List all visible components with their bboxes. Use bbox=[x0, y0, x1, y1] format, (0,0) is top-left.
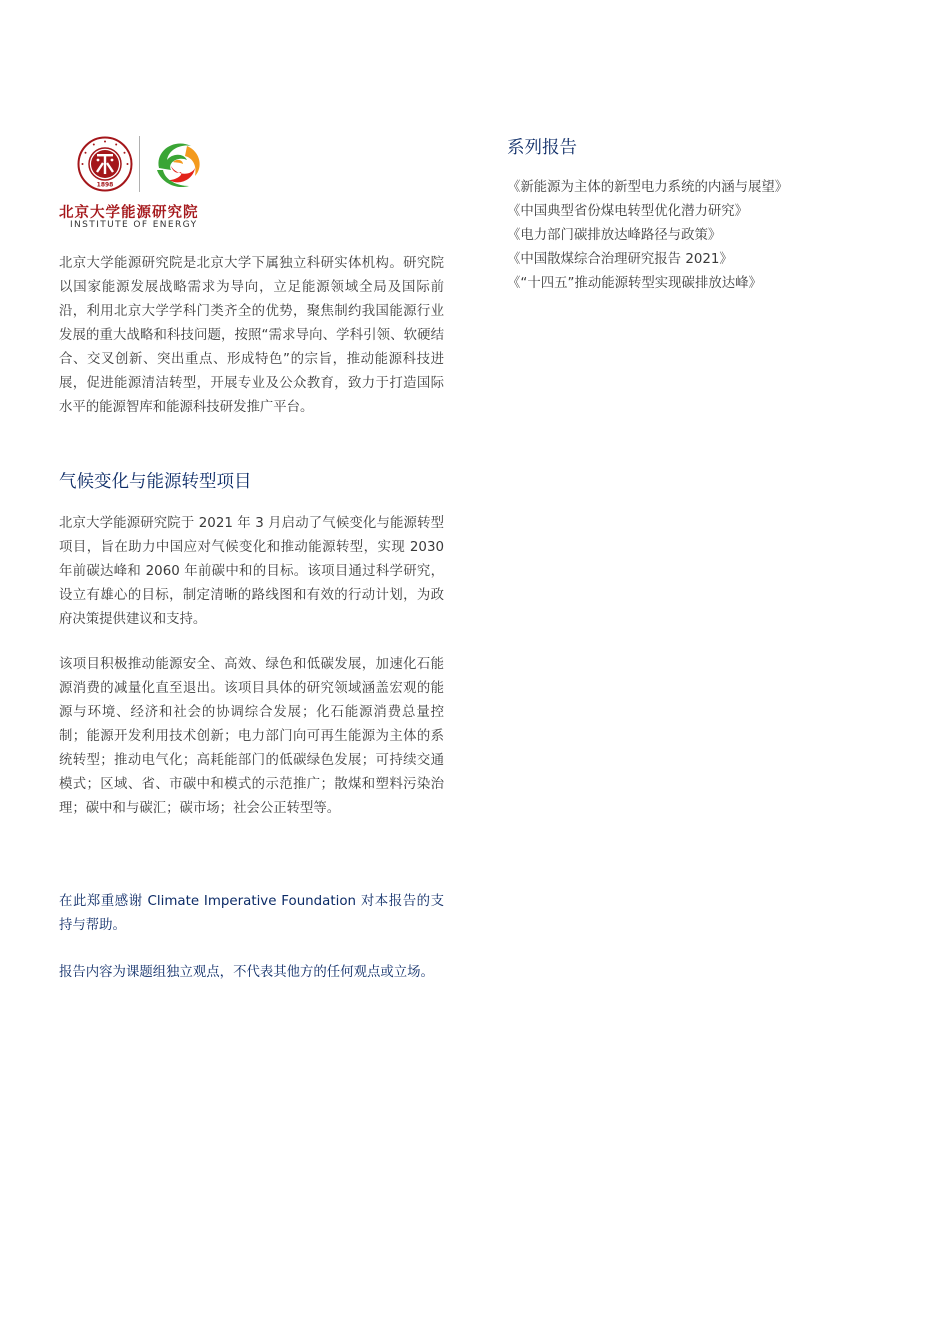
institute-name-en: INSTITUTE OF ENERGY bbox=[70, 220, 198, 230]
disclaimer-text: 报告内容为课题组独立观点，不代表其他方的任何观点或立场。 bbox=[59, 965, 434, 980]
report-item: 《新能源为主体的新型电力系统的内涵与展望》 bbox=[507, 180, 789, 195]
acknowledgement-text: 在此郑重感谢 Climate Imperative Foundation 对本报告的支持与帮助。 bbox=[59, 894, 444, 933]
energy-swirl-logo-icon bbox=[149, 136, 205, 192]
logo-divider bbox=[139, 136, 140, 192]
report-list bbox=[507, 176, 907, 296]
institute-logo bbox=[59, 136, 259, 232]
left-column bbox=[59, 136, 444, 986]
report-item: 《中国散煤综合治理研究报告 2021》 bbox=[507, 252, 733, 267]
report-item: 《电力部门碳排放达峰路径与政策》 bbox=[507, 228, 722, 243]
project-paragraph-1: 北京大学能源研究院于 2021 年 3 月启动了气候变化与能源转型项目，旨在助力中国应对气候变化和推动能源转型，实现 2030 年前碳达峰和 2060 年前碳中和的目标。该项目通过科学研究，设立有雄心的目标，制定清晰的路线图和有效的行动计划，为政府决策提供建议和支持。 bbox=[59, 516, 444, 627]
series-title: 系列报告 bbox=[507, 138, 577, 158]
right-column bbox=[507, 136, 907, 296]
intro-paragraph: 北京大学能源研究院是北京大学下属独立科研实体机构。研究院以国家能源发展战略需求为导向，立足能源领域全局及国际前沿，利用北京大学学科门类齐全的优势，聚焦制约我国能源行业发展的重大战略和科技问题，按照“需求导向、学科引领、软硬结合、交叉创新、突出重点、形成特色”的宗旨，推动能源科技进展，促进能源清洁转型，开展专业及公众教育，致力于打造国际水平的能源智库和能源科技研发推广平台。 bbox=[59, 256, 444, 415]
institute-name-cn: 北京大学能源研究院 bbox=[59, 205, 199, 221]
peking-university-seal-icon bbox=[77, 136, 133, 192]
seal-year: 1898 bbox=[96, 181, 114, 189]
report-item: 《中国典型省份煤电转型优化潜力研究》 bbox=[507, 204, 749, 219]
report-item: 《“十四五”推动能源转型实现碳排放达峰》 bbox=[507, 276, 762, 291]
project-paragraph-2: 该项目积极推动能源安全、高效、绿色和低碳发展，加速化石能源消费的减量化直至退出。该项目具体的研究领域涵盖宏观的能源与环境、经济和社会的协调综合发展；化石能源消费总量控制；能源开发利用技术创新；电力部门向可再生能源为主体的系统转型；推动电气化；高耗能部门的低碳绿色发展；可持续交通模式；区域、省、市碳中和模式的示范推广；散煤和塑料污染治理；碳中和与碳汇；碳市场；社会公正转型等。 bbox=[59, 657, 444, 816]
project-title: 气候变化与能源转型项目 bbox=[59, 472, 252, 492]
